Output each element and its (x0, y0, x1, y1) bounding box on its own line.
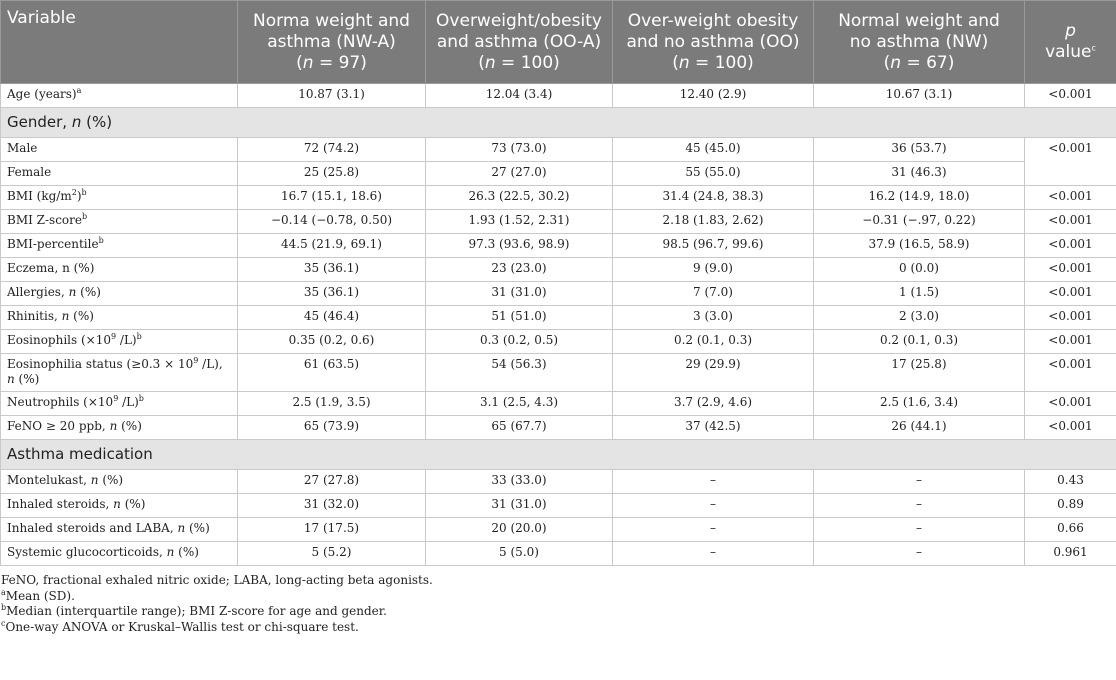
cell-eosstat-nw: 17 (25.8) (814, 354, 1025, 392)
cell-age-oo: 12.40 (2.9) (613, 84, 814, 108)
cell-eosstat-oo: 29 (29.9) (613, 354, 814, 392)
footnote-b-text: Median (interquartile range); BMI Z-score for age and gender. (6, 604, 387, 618)
header-oo-l2: and no asthma (OO) (626, 31, 800, 52)
label-systemic-pct: (%) (174, 545, 199, 559)
label-neut-sup: b (138, 394, 144, 403)
label-inhaled-pct: (%) (120, 497, 146, 511)
cell-eosstat-p: <0.001 (1025, 354, 1116, 392)
section-gender-text: Gender, (7, 113, 72, 131)
cell-bmiz-nwa: −0.14 (−0.78, 0.50) (238, 210, 426, 234)
label-eosstat-n: n (7, 372, 15, 386)
row-inhaled-steroids (1, 494, 1116, 518)
label-eos-sup9: 9 (111, 332, 117, 341)
label-bmiz-text: BMI Z-score (7, 213, 82, 227)
cell-allergies-ooa: 31 (31.0) (426, 282, 613, 306)
cell-age-ooa: 12.04 (3.4) (426, 84, 613, 108)
label-bmiz (1, 210, 238, 234)
label-montelukast-n: n (90, 473, 99, 487)
cell-eczema-ooa: 23 (23.0) (426, 258, 613, 282)
label-bmip (1, 234, 238, 258)
section-gender-label (1, 108, 1116, 138)
table-body (1, 84, 1116, 566)
label-montelukast (1, 470, 238, 494)
label-montelukast-text: Montelukast, (7, 473, 91, 487)
header-ooa (426, 1, 613, 84)
cell-bmi-nwa: 16.7 (15.1, 18.6) (238, 186, 426, 210)
cell-systemic-nwa: 5 (5.2) (238, 542, 426, 566)
cell-allergies-nw: 1 (1.5) (814, 282, 1025, 306)
cell-feno-ooa: 65 (67.7) (426, 416, 613, 440)
cell-inhaled-ooa: 31 (31.0) (426, 494, 613, 518)
cell-age-p: <0.001 (1025, 84, 1116, 108)
section-gender-n: n (71, 113, 82, 131)
label-male: Male (1, 138, 238, 162)
header-nwa (238, 1, 426, 84)
label-eos-close: /L) (116, 333, 137, 347)
cell-eczema-oo: 9 (9.0) (613, 258, 814, 282)
label-bmi (1, 186, 238, 210)
cell-bmip-nwa: 44.5 (21.9, 69.1) (238, 234, 426, 258)
cell-rhinitis-ooa: 51 (51.0) (426, 306, 613, 330)
label-bmip-sup: b (98, 236, 104, 245)
cell-montelukast-p: 0.43 (1025, 470, 1116, 494)
label-eosstat-close: /L), (198, 357, 223, 371)
label-montelukast-pct: (%) (98, 473, 124, 487)
header-p-sup: c (1091, 43, 1096, 53)
cell-bmi-ooa: 26.3 (22.5, 30.2) (426, 186, 613, 210)
cell-systemic-p: 0.961 (1025, 542, 1116, 566)
label-inhaledlaba-pct: (%) (185, 521, 210, 535)
cell-female-ooa: 27 (27.0) (426, 162, 613, 186)
cell-eczema-nwa: 35 (36.1) (238, 258, 426, 282)
cell-eosstat-nwa: 61 (63.5) (238, 354, 426, 392)
label-inhaledlaba-n: n (177, 521, 186, 535)
cell-bmiz-nw: −0.31 (−.97, 0.22) (814, 210, 1025, 234)
header-nw-n: = 67) (906, 52, 955, 73)
header-nw-l1: Normal weight and (838, 10, 1000, 31)
section-medication-label: Asthma medication (1, 440, 1116, 470)
header-nwa-l1: Norma weight and (253, 10, 410, 31)
cell-bmip-nw: 37.9 (16.5, 58.9) (814, 234, 1025, 258)
cell-montelukast-nw: – (814, 470, 1025, 494)
label-neutrophils (1, 392, 238, 416)
label-eos-text: Eosinophils (×10 (7, 333, 111, 347)
cell-female-nw: 31 (46.3) (814, 162, 1025, 186)
label-age-sup: a (76, 86, 82, 95)
cell-neut-p: <0.001 (1025, 392, 1116, 416)
cell-bmiz-ooa: 1.93 (1.52, 2.31) (426, 210, 613, 234)
row-montelukast (1, 470, 1116, 494)
cell-male-nw: 36 (53.7) (814, 138, 1025, 162)
cell-feno-nw: 26 (44.1) (814, 416, 1025, 440)
header-oo (613, 1, 814, 84)
header-ooa-n-letter: n (484, 52, 496, 73)
header-nw (814, 1, 1025, 84)
cell-bmi-nw: 16.2 (14.9, 18.0) (814, 186, 1025, 210)
cell-rhinitis-oo: 3 (3.0) (613, 306, 814, 330)
cell-neut-ooa: 3.1 (2.5, 4.3) (426, 392, 613, 416)
header-variable-text: Variable (7, 8, 76, 28)
cell-bmi-p: <0.001 (1025, 186, 1116, 210)
label-feno-text: FeNO ≥ 20 ppb, (7, 419, 110, 433)
label-eosstat-pct: (%) (14, 372, 40, 386)
table-header (1, 1, 1116, 84)
cell-systemic-oo: – (613, 542, 814, 566)
header-oo-n-letter: n (678, 52, 690, 73)
header-nwa-n-letter: n (302, 52, 314, 73)
cell-male-oo: 45 (45.0) (613, 138, 814, 162)
cell-eosstat-ooa: 54 (56.3) (426, 354, 613, 392)
cell-female-oo: 55 (55.0) (613, 162, 814, 186)
header-oo-n: = 100) (695, 52, 754, 73)
label-eosinophilia-status (1, 354, 238, 392)
header-nwa-l2: asthma (NW-A) (267, 31, 396, 52)
cell-montelukast-nwa: 27 (27.8) (238, 470, 426, 494)
header-ooa-l2: and asthma (OO-A) (436, 31, 602, 52)
cell-bmip-p: <0.001 (1025, 234, 1116, 258)
row-eczema (1, 258, 1116, 282)
header-nwa-open: ( (296, 52, 303, 73)
label-systemic (1, 542, 238, 566)
cell-bmip-ooa: 97.3 (93.6, 98.9) (426, 234, 613, 258)
row-bmi (1, 186, 1116, 210)
cell-eczema-p: <0.001 (1025, 258, 1116, 282)
cell-inhaledlaba-nwa: 17 (17.5) (238, 518, 426, 542)
cell-allergies-p: <0.001 (1025, 282, 1116, 306)
label-feno-pct: (%) (117, 419, 142, 433)
cell-inhaled-p: 0.89 (1025, 494, 1116, 518)
label-allergies-pct: (%) (76, 285, 101, 299)
cell-bmip-oo: 98.5 (96.7, 99.6) (613, 234, 814, 258)
label-bmi-sup2: 2 (71, 188, 77, 197)
cell-inhaled-oo: – (613, 494, 814, 518)
cell-montelukast-oo: – (613, 470, 814, 494)
cell-systemic-ooa: 5 (5.0) (426, 542, 613, 566)
label-inhaledlaba-text: Inhaled steroids and LABA, (7, 521, 178, 535)
footnote-b (0, 604, 1116, 620)
row-systemic (1, 542, 1116, 566)
cell-allergies-oo: 7 (7.0) (613, 282, 814, 306)
header-nw-n-letter: n (890, 52, 902, 73)
header-ooa-open: ( (478, 52, 485, 73)
label-neut-sup9: 9 (113, 394, 119, 403)
cell-eos-p: <0.001 (1025, 330, 1116, 354)
cell-eos-oo: 0.2 (0.1, 0.3) (613, 330, 814, 354)
row-eosinophils (1, 330, 1116, 354)
row-allergies (1, 282, 1116, 306)
header-ooa-l1: Overweight/obesity (436, 10, 602, 31)
cell-male-nwa: 72 (74.2) (238, 138, 426, 162)
label-age (1, 84, 238, 108)
label-systemic-n: n (166, 545, 175, 559)
label-rhinitis-n: n (61, 309, 70, 323)
cell-inhaledlaba-ooa: 20 (20.0) (426, 518, 613, 542)
cell-feno-p: <0.001 (1025, 416, 1116, 440)
row-male (1, 138, 1116, 162)
label-eczema: Eczema, n (%) (1, 258, 238, 282)
label-neut-text: Neutrophils (×10 (7, 395, 114, 409)
section-gender (1, 108, 1116, 138)
header-p-letter: p (1065, 21, 1076, 41)
label-allergies (1, 282, 238, 306)
label-feno-n: n (109, 419, 118, 433)
section-gender-pct: (%) (81, 113, 113, 131)
label-systemic-text: Systemic glucocorticoids, (7, 545, 167, 559)
row-eosinophilia-status (1, 354, 1116, 392)
cell-bmiz-p: <0.001 (1025, 210, 1116, 234)
label-eosinophils (1, 330, 238, 354)
label-inhaled-n: n (113, 497, 121, 511)
footnote-c (0, 620, 1116, 636)
header-nw-open: ( (883, 52, 891, 73)
label-rhinitis-pct: (%) (69, 309, 94, 323)
cell-eos-ooa: 0.3 (0.2, 0.5) (426, 330, 613, 354)
cell-rhinitis-nwa: 45 (46.4) (238, 306, 426, 330)
header-p-value: value (1045, 42, 1092, 62)
cell-bmiz-oo: 2.18 (1.83, 2.62) (613, 210, 814, 234)
cell-montelukast-ooa: 33 (33.0) (426, 470, 613, 494)
cell-eos-nwa: 0.35 (0.2, 0.6) (238, 330, 426, 354)
row-neutrophils (1, 392, 1116, 416)
label-inhaled-text: Inhaled steroids, (7, 497, 114, 511)
row-age (1, 84, 1116, 108)
cell-inhaledlaba-nw: – (814, 518, 1025, 542)
header-oo-l1: Over-weight obesity (627, 10, 799, 31)
cell-inhaled-nw: – (814, 494, 1025, 518)
label-eosstat-text: Eosinophilia status (≥0.3 × 10 (7, 357, 194, 371)
cell-male-ooa: 73 (73.0) (426, 138, 613, 162)
label-neut-close: /L) (118, 395, 139, 409)
cell-systemic-nw: – (814, 542, 1025, 566)
cell-inhaled-nwa: 31 (32.0) (238, 494, 426, 518)
label-female: Female (1, 162, 238, 186)
cell-feno-nwa: 65 (73.9) (238, 416, 426, 440)
label-allergies-n: n (68, 285, 77, 299)
footnote-abbreviations: FeNO, fractional exhaled nitric oxide; LABA, long-acting beta agonists. (1, 573, 433, 587)
cell-neut-nwa: 2.5 (1.9, 3.5) (238, 392, 426, 416)
header-nw-l2: no asthma (NW) (849, 31, 989, 52)
row-inhaled-laba (1, 518, 1116, 542)
cell-rhinitis-nw: 2 (3.0) (814, 306, 1025, 330)
row-feno (1, 416, 1116, 440)
label-inhaled-laba (1, 518, 238, 542)
label-feno (1, 416, 238, 440)
cell-rhinitis-p: <0.001 (1025, 306, 1116, 330)
label-bmi-sup: b (81, 188, 87, 197)
label-age-text: Age (years) (7, 87, 77, 101)
cell-inhaledlaba-oo: – (613, 518, 814, 542)
footnote-c-mark: c (1, 618, 6, 628)
cell-inhaledlaba-p: 0.66 (1025, 518, 1116, 542)
label-bmip-text: BMI-percentile (7, 237, 99, 251)
footnote-a (0, 589, 1116, 605)
header-row (1, 1, 1116, 84)
header-nwa-n: = 97) (318, 52, 367, 73)
section-medication (1, 440, 1116, 470)
cell-gender-p: <0.001 (1025, 138, 1116, 186)
row-bmiz (1, 210, 1116, 234)
label-rhinitis-text: Rhinitis, (7, 309, 62, 323)
cell-eczema-nw: 0 (0.0) (814, 258, 1025, 282)
footnote-b-mark: b (1, 603, 7, 612)
cell-bmi-oo: 31.4 (24.8, 38.3) (613, 186, 814, 210)
label-rhinitis (1, 306, 238, 330)
label-eosstat-sup9: 9 (193, 356, 199, 365)
label-bmiz-sup: b (82, 212, 88, 221)
label-bmi-close: ) (76, 189, 82, 203)
cell-neut-nw: 2.5 (1.6, 3.4) (814, 392, 1025, 416)
header-ooa-n: = 100) (501, 52, 560, 73)
cell-age-nw: 10.67 (3.1) (814, 84, 1025, 108)
row-rhinitis (1, 306, 1116, 330)
cell-feno-oo: 37 (42.5) (613, 416, 814, 440)
header-pvalue (1025, 1, 1116, 84)
cell-eos-nw: 0.2 (0.1, 0.3) (814, 330, 1025, 354)
footnote-c-text: One-way ANOVA or Kruskal–Wallis test or chi-square test. (5, 619, 359, 634)
label-bmi-text: BMI (kg/m (7, 189, 72, 203)
cell-neut-oo: 3.7 (2.9, 4.6) (613, 392, 814, 416)
row-female (1, 162, 1116, 186)
footnote-a-mark: a (1, 587, 6, 597)
header-variable (1, 1, 238, 84)
cell-female-nwa: 25 (25.8) (238, 162, 426, 186)
label-eos-sup: b (136, 332, 142, 341)
header-oo-open: ( (672, 52, 679, 73)
footnote-a-text: Mean (SD). (5, 588, 75, 603)
label-allergies-text: Allergies, (7, 285, 69, 299)
row-bmip (1, 234, 1116, 258)
cell-age-nwa: 10.87 (3.1) (238, 84, 426, 108)
cell-allergies-nwa: 35 (36.1) (238, 282, 426, 306)
label-inhaled-steroids (1, 494, 238, 518)
